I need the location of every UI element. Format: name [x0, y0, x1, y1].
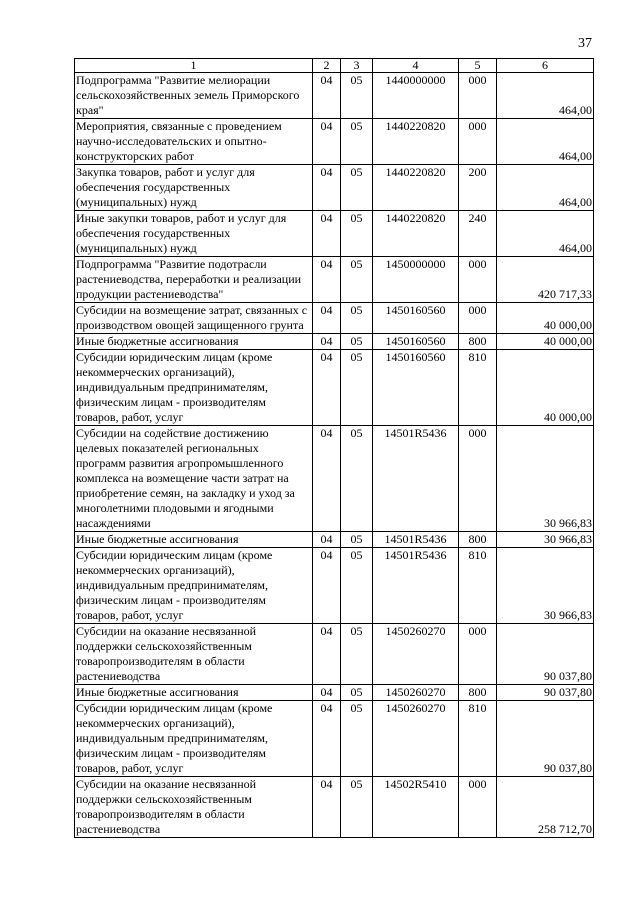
row-vid-cell: 800: [459, 685, 497, 701]
column-header: 1: [75, 59, 313, 73]
header-row: [75, 59, 594, 73]
row-subsection-cell: 05: [341, 624, 373, 685]
column-header: 5: [459, 59, 497, 73]
row-section-cell: 04: [313, 303, 341, 334]
row-vid-cell: 240: [459, 211, 497, 257]
row-name-cell: Субсидии юридическим лицам (кроме некоммерческих организаций), индивидуальным предпринимателям, физическим лицам - производителям товаров, работ, услуг: [75, 701, 313, 777]
row-vid-cell: 000: [459, 777, 497, 838]
row-section-cell: 04: [313, 777, 341, 838]
budget-table: [74, 58, 594, 838]
row-vid-cell: 810: [459, 701, 497, 777]
row-vid-cell: 000: [459, 119, 497, 165]
row-target-cell: 1450260270: [373, 685, 459, 701]
row-target-cell: 14501R5436: [373, 426, 459, 532]
row-amount-cell: 420 717,33: [497, 257, 594, 303]
table-row: [75, 257, 594, 303]
table-row: [75, 303, 594, 334]
row-target-cell: 1440000000: [373, 73, 459, 119]
table-row: [75, 777, 594, 838]
row-section-cell: 04: [313, 426, 341, 532]
table-row: [75, 73, 594, 119]
table-row: [75, 701, 594, 777]
row-amount-cell: 464,00: [497, 73, 594, 119]
row-subsection-cell: 05: [341, 701, 373, 777]
row-vid-cell: 810: [459, 350, 497, 426]
row-subsection-cell: 05: [341, 334, 373, 350]
row-section-cell: 04: [313, 548, 341, 624]
row-amount-cell: 258 712,70: [497, 777, 594, 838]
table-row: [75, 350, 594, 426]
row-name-cell: Субсидии на оказание несвязанной поддержки сельскохозяйственным товаропроизводителям в области растениеводства: [75, 777, 313, 838]
row-amount-cell: 464,00: [497, 165, 594, 211]
table-row: [75, 685, 594, 701]
row-name-cell: Иные бюджетные ассигнования: [75, 532, 313, 548]
row-amount-cell: 464,00: [497, 211, 594, 257]
row-vid-cell: 000: [459, 426, 497, 532]
column-header: 4: [373, 59, 459, 73]
row-target-cell: 1450260270: [373, 624, 459, 685]
row-amount-cell: 40 000,00: [497, 334, 594, 350]
row-section-cell: 04: [313, 350, 341, 426]
row-section-cell: 04: [313, 701, 341, 777]
row-vid-cell: 810: [459, 548, 497, 624]
row-subsection-cell: 05: [341, 548, 373, 624]
table-row: [75, 119, 594, 165]
row-vid-cell: 000: [459, 624, 497, 685]
table-row: [75, 532, 594, 548]
row-name-cell: Субсидии юридическим лицам (кроме некоммерческих организаций), индивидуальным предпринимателям, физическим лицам - производителям товаров, работ, услуг: [75, 548, 313, 624]
row-amount-cell: 40 000,00: [497, 303, 594, 334]
row-section-cell: 04: [313, 119, 341, 165]
row-name-cell: Иные бюджетные ассигнования: [75, 685, 313, 701]
row-subsection-cell: 05: [341, 165, 373, 211]
row-name-cell: Иные бюджетные ассигнования: [75, 334, 313, 350]
column-header: 2: [313, 59, 341, 73]
table-row: [75, 548, 594, 624]
row-section-cell: 04: [313, 73, 341, 119]
row-target-cell: 1450160560: [373, 350, 459, 426]
row-vid-cell: 200: [459, 165, 497, 211]
row-target-cell: 14501R5436: [373, 548, 459, 624]
row-name-cell: Субсидии юридическим лицам (кроме некоммерческих организаций), индивидуальным предпринимателям, физическим лицам - производителям товаров, работ, услуг: [75, 350, 313, 426]
row-name-cell: Субсидии на содействие достижению целевых показателей региональных программ развития агропромышленного комплекса на возмещение части затрат на приобретение семян, на закладку и уход за многолетними плодовыми и ягодными насаждениями: [75, 426, 313, 532]
budget-table-body: [75, 59, 594, 838]
row-vid-cell: 800: [459, 532, 497, 548]
row-vid-cell: 000: [459, 257, 497, 303]
row-subsection-cell: 05: [341, 350, 373, 426]
row-subsection-cell: 05: [341, 685, 373, 701]
column-header: 3: [341, 59, 373, 73]
row-subsection-cell: 05: [341, 73, 373, 119]
row-amount-cell: 90 037,80: [497, 624, 594, 685]
table-row: [75, 624, 594, 685]
row-amount-cell: 30 966,83: [497, 548, 594, 624]
row-name-cell: Закупка товаров, работ и услуг для обеспечения государственных (муниципальных) нужд: [75, 165, 313, 211]
row-subsection-cell: 05: [341, 303, 373, 334]
row-section-cell: 04: [313, 334, 341, 350]
table-row: [75, 165, 594, 211]
row-name-cell: Субсидии на возмещение затрат, связанных с производством овощей защищенного грунта: [75, 303, 313, 334]
row-name-cell: Мероприятия, связанные с проведением научно-исследовательских и опытно-конструкторских работ: [75, 119, 313, 165]
row-section-cell: 04: [313, 685, 341, 701]
row-vid-cell: 800: [459, 334, 497, 350]
row-target-cell: 1450260270: [373, 701, 459, 777]
row-target-cell: 1440220820: [373, 211, 459, 257]
row-target-cell: 1450000000: [373, 257, 459, 303]
table-row: [75, 334, 594, 350]
row-amount-cell: 30 966,83: [497, 426, 594, 532]
row-target-cell: 1450160560: [373, 303, 459, 334]
row-subsection-cell: 05: [341, 211, 373, 257]
row-section-cell: 04: [313, 532, 341, 548]
row-name-cell: Подпрограмма "Развитие мелиорации сельскохозяйственных земель Приморского края": [75, 73, 313, 119]
row-amount-cell: 90 037,80: [497, 685, 594, 701]
row-target-cell: 14501R5436: [373, 532, 459, 548]
row-amount-cell: 30 966,83: [497, 532, 594, 548]
table-row: [75, 426, 594, 532]
column-header: 6: [497, 59, 594, 73]
row-target-cell: 1440220820: [373, 165, 459, 211]
row-subsection-cell: 05: [341, 426, 373, 532]
row-target-cell: 1450160560: [373, 334, 459, 350]
row-subsection-cell: 05: [341, 777, 373, 838]
row-amount-cell: 464,00: [497, 119, 594, 165]
row-section-cell: 04: [313, 624, 341, 685]
page-number: 37: [578, 36, 592, 51]
row-subsection-cell: 05: [341, 257, 373, 303]
row-target-cell: 1440220820: [373, 119, 459, 165]
row-name-cell: Подпрограмма "Развитие подотрасли растениеводства, переработки и реализации продукции растениеводства": [75, 257, 313, 303]
row-name-cell: Иные закупки товаров, работ и услуг для обеспечения государственных (муниципальных) нужд: [75, 211, 313, 257]
table-row: [75, 211, 594, 257]
row-subsection-cell: 05: [341, 532, 373, 548]
row-section-cell: 04: [313, 165, 341, 211]
row-amount-cell: 40 000,00: [497, 350, 594, 426]
row-subsection-cell: 05: [341, 119, 373, 165]
row-amount-cell: 90 037,80: [497, 701, 594, 777]
row-vid-cell: 000: [459, 303, 497, 334]
row-name-cell: Субсидии на оказание несвязанной поддержки сельскохозяйственным товаропроизводителям в области растениеводства: [75, 624, 313, 685]
row-vid-cell: 000: [459, 73, 497, 119]
row-target-cell: 14502R5410: [373, 777, 459, 838]
row-section-cell: 04: [313, 211, 341, 257]
row-section-cell: 04: [313, 257, 341, 303]
